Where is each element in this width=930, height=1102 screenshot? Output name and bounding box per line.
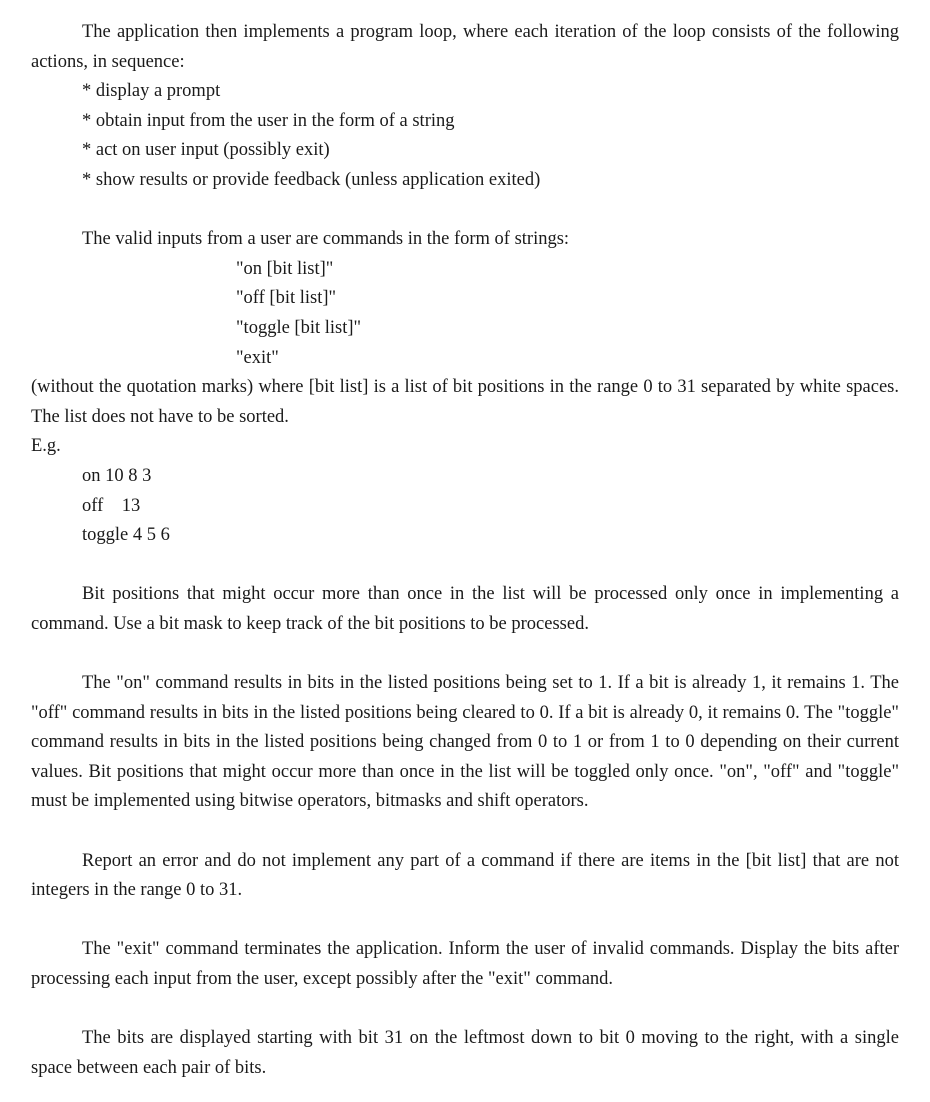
spacer	[31, 995, 899, 1025]
commands-explanation: (without the quotation marks) where [bit list] is a list of bit positions in the range 0 to 31 separated by white spaces. The list does not have to be sorted.	[31, 377, 899, 427]
command-item: "toggle [bit list]"	[236, 317, 362, 338]
spacer	[31, 196, 899, 226]
example-item: off 13	[82, 495, 141, 516]
intro-paragraph: The application then implements a program loop, where each iteration of the loop consists of the following actions, in sequence:	[31, 22, 899, 72]
command-item: "off [bit list]"	[236, 288, 337, 309]
spacer	[31, 551, 899, 581]
commands-lead: The valid inputs from a user are commands in the form of strings:	[82, 229, 570, 250]
duplicates-paragraph: Bit positions that might occur more than once in the list will be processed only once in implementing a command. Use a bit mask to keep track of the bit positions to be processed.	[31, 584, 899, 634]
bullet-item: * display a prompt	[82, 81, 221, 102]
example-item: toggle 4 5 6	[82, 525, 170, 546]
command-item: "exit"	[236, 347, 279, 368]
bullet-item: * act on user input (possibly exit)	[82, 140, 330, 161]
command-item: "on [bit list]"	[236, 258, 334, 279]
errors-paragraph: Report an error and do not implement any part of a command if there are items in the [bit list] that are not integers in the range 0 to 31.	[31, 850, 899, 901]
display-paragraph: The bits are displayed starting with bit 31 on the leftmost down to bit 0 moving to the right, with a single space between each pair of bits.	[31, 1028, 899, 1078]
bullet-item: * obtain input from the user in the form of a string	[82, 110, 455, 131]
example-label: E.g.	[31, 436, 61, 457]
example-item: on 10 8 3	[82, 465, 152, 486]
bullet-item: * show results or provide feedback (unless application exited)	[82, 169, 541, 190]
semantics-paragraph: The "on" command results in bits in the listed positions being set to 1. If a bit is already 1, it remains 1. The "off" command results in bits in the listed positions being cleared to 0. If a bit is already 0, it remains 0. The "toggle" command results in bits in the listed positions being changed from 0 to 1 or from 1 to 0 depending on their current values. Bit positions that might occur more than once in the list will be toggled only once. "on", "off" and "toggle" must be implemented using bitwise operators, bitmasks and shift operators.	[31, 673, 899, 812]
spacer	[31, 906, 899, 936]
spacer	[31, 817, 899, 847]
exit-paragraph: The "exit" command terminates the application. Inform the user of invalid commands. Display the bits after processing each input from the user, except possibly after the "exit" command.	[31, 939, 899, 989]
spacer	[31, 639, 899, 669]
